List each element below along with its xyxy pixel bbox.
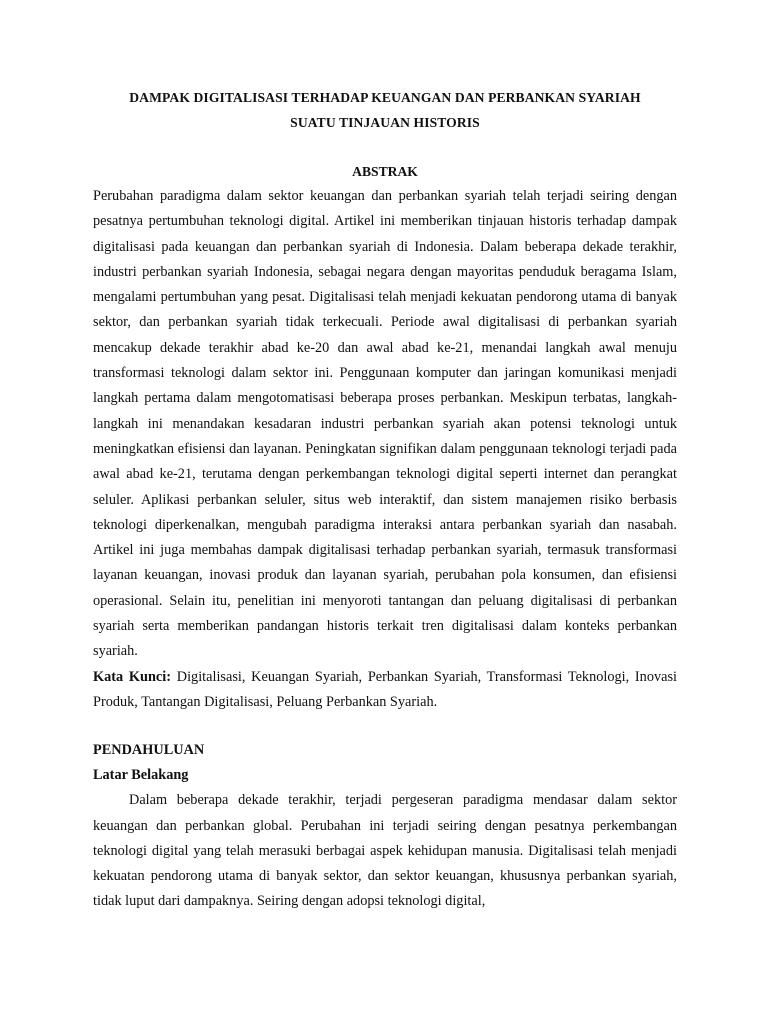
paper-title-line-1: DAMPAK DIGITALISASI TERHADAP KEUANGAN DAN PERBANKAN SYARIAH bbox=[129, 90, 641, 105]
abstract-heading: ABSTRAK bbox=[352, 164, 418, 179]
paper-title bbox=[93, 85, 677, 135]
section-heading-introduction: PENDAHULUAN bbox=[93, 742, 205, 759]
keywords bbox=[93, 665, 677, 716]
keywords-text: Digitalisasi, Keuangan Syariah, Perbankan Syariah, Transformasi Teknologi, Inovasi Produk, Tantangan Digitalisasi, Peluang Perbankan Syariah. bbox=[93, 668, 677, 710]
subsection-heading-background: Latar Belakang bbox=[93, 767, 189, 784]
paper-title-line-2: SUATU TINJAUAN HISTORIS bbox=[290, 115, 480, 130]
document-page bbox=[93, 85, 677, 915]
abstract-text: Perubahan paradigma dalam sektor keuangan dan perbankan syariah telah terjadi seiring dengan pesatnya pertumbuhan teknologi digital. Artikel ini memberikan tinjauan historis terhadap dampak digitalisasi pada keuangan dan perbankan syariah di Indonesia. Dalam beberapa dekade terakhir, industri perbankan syariah Indonesia, sebagai negara dengan mayoritas penduduk beragama Islam, mengalami pertumbuhan yang pesat. Digitalisasi telah menjadi kekuatan pendorong utama di banyak sektor, dan perbankan syariah tidak terkecuali. Periode awal digitalisasi di perbankan syariah mencakup dekade terakhir abad ke-20 dan awal abad ke-21, menandai langkah awal menuju transformasi teknologi dalam sektor ini. Penggunaan komputer dan jaringan komunikasi menjadi langkah pertama dalam mengotomatisasi beberapa proses perbankan. Meskipun terbatas, langkah-langkah ini menandakan kesadaran industri perbankan syariah akan potensi teknologi untuk meningkatkan efisiensi dan layanan. Peningkatan signifikan dalam penggunaan teknologi terjadi pada awal abad ke-21, terutama dengan perkembangan teknologi digital seperti internet dan perangkat seluler. Aplikasi perbankan seluler, situs web interaktif, dan sistem manajemen risiko berbasis teknologi diperkenalkan, mengubah paradigma interaksi antara perbankan syariah dan nasabah. Artikel ini juga membahas dampak digitalisasi terhadap perbankan syariah, termasuk transformasi layanan keuangan, inovasi produk dan layanan syariah, perubahan pola konsumen, dan efisiensi operasional. Selain itu, penelitian ini menyoroti tantangan dan peluang digitalisasi di perbankan syariah serta memberikan pandangan historis terkait tren digitalisasi dalam konteks perbankan syariah. bbox=[93, 188, 677, 660]
introduction-paragraph: Dalam beberapa dekade terakhir, terjadi pergeseran paradigma mendasar dalam sektor keuangan dan perbankan global. Perubahan ini terjadi seiring dengan pesatnya perkembangan teknologi digital yang telah merasuki berbagai aspek kehidupan manusia. Digitalisasi telah menjadi kekuatan pendorong utama di banyak sektor, dan sektor keuangan, khususnya perbankan syariah, tidak luput dari dampaknya. Seiring dengan adopsi teknologi digital, bbox=[93, 792, 677, 910]
keywords-label: Kata Kunci: bbox=[93, 668, 172, 685]
